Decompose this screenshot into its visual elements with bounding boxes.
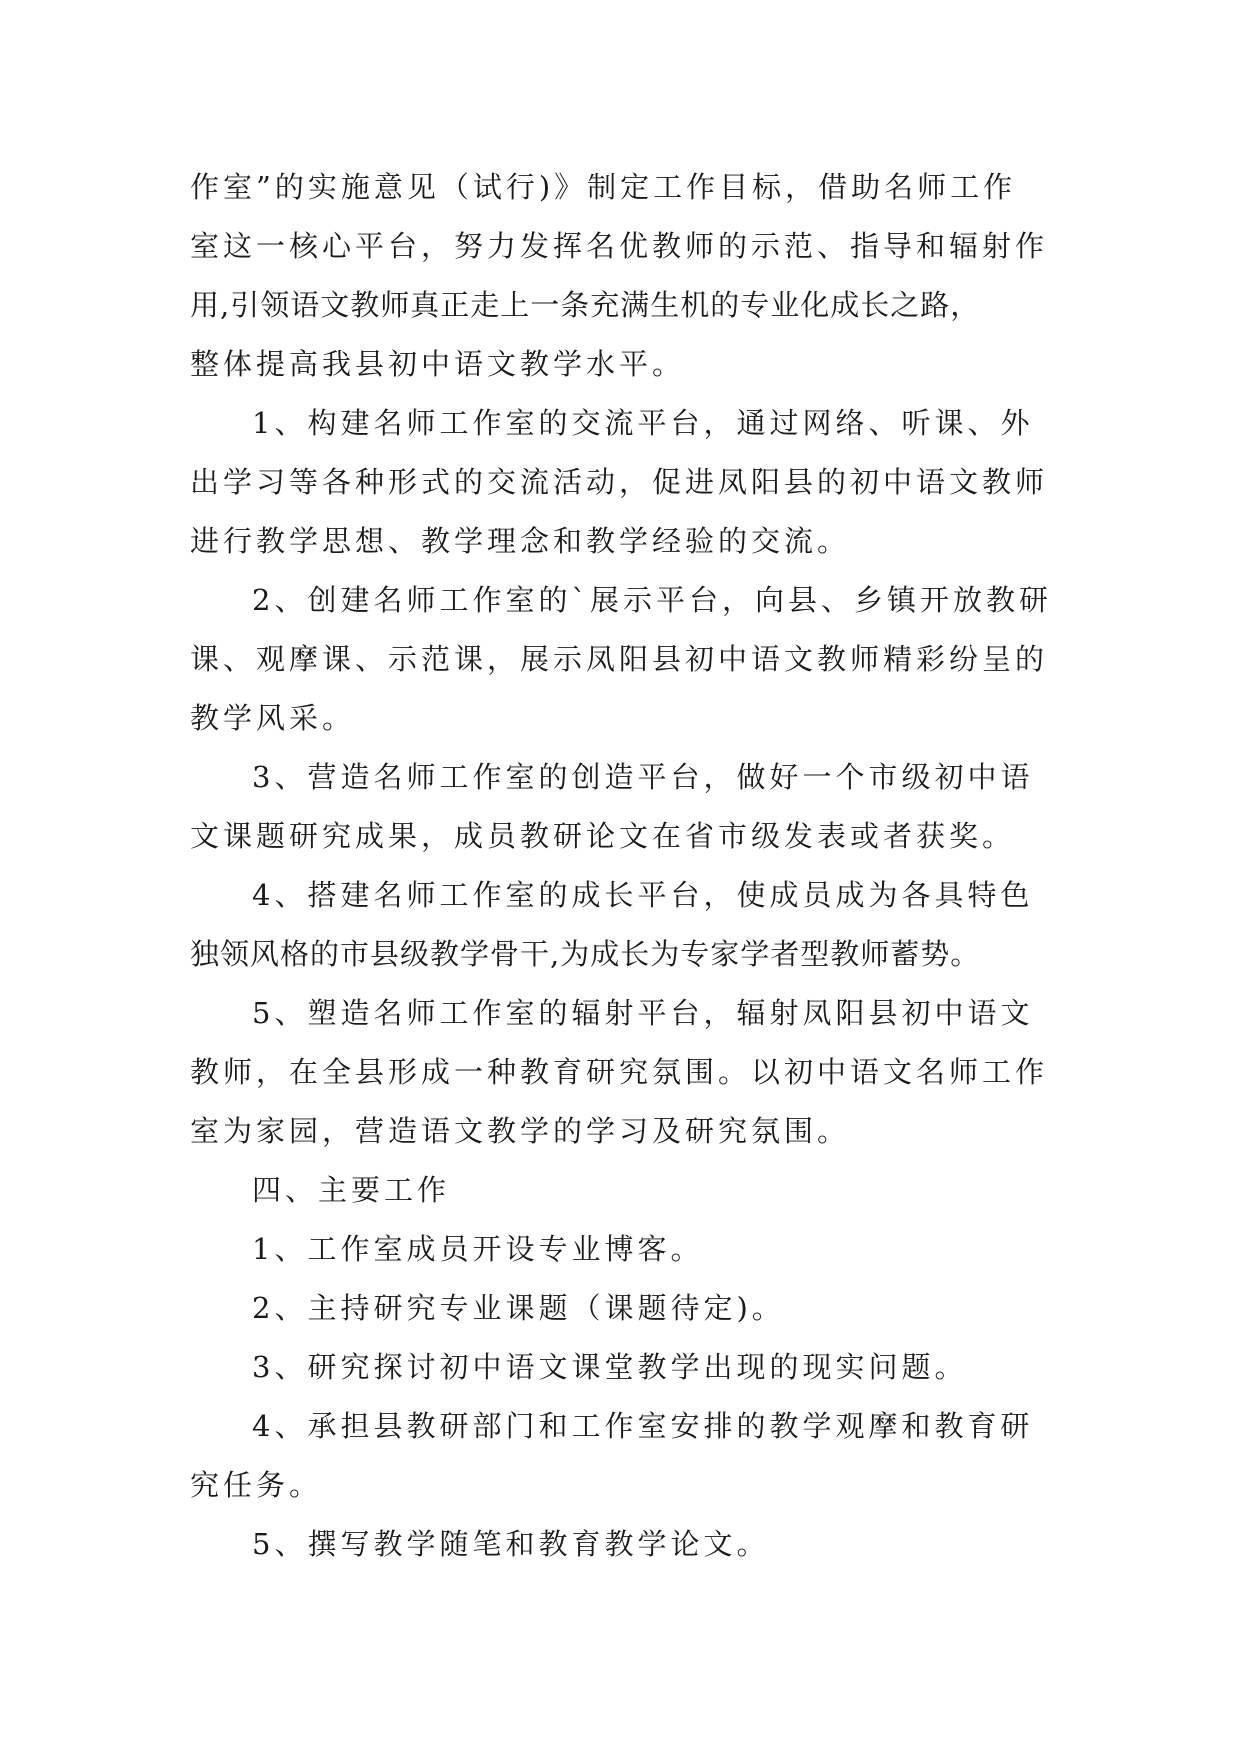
text-line: 3、营造名师工作室的创造平台，做好一个市级初中语 (252, 760, 1034, 794)
text-line: 4、承担县教研部门和工作室安排的教学观摩和教育研 (252, 1409, 1034, 1443)
text-line: 进行教学思想、教学理念和教学经验的交流。 (190, 524, 851, 558)
text-line: 3、研究探讨初中语文课堂教学出现的现实问题。 (252, 1350, 968, 1384)
text-line: 教学风采。 (190, 701, 356, 735)
text-line: 1、构建名师工作室的交流平台，通过网络、听课、外 (252, 406, 1034, 440)
text-line: 2、创建名师工作室的`展示平台，向县、乡镇开放教研 (252, 583, 1052, 617)
text-line: 2、主持研究专业课题（课题待定)。 (252, 1291, 785, 1325)
section-heading: 四、主要工作 (252, 1173, 451, 1207)
text-line: 课、观摩课、示范课，展示凤阳县初中语文教师精彩纷呈的 (190, 642, 1049, 676)
document-body (190, 158, 1090, 1574)
text-line: 究任务。 (190, 1468, 323, 1502)
text-line: 室这一核心平台，努力发挥名优教师的示范、指导和辐射作 (190, 229, 1049, 263)
text-line: 作室”的实施意见（试行)》制定工作目标，借助名师工作 (190, 170, 1017, 204)
text-line: 室为家园，营造语文教学的学习及研究氛围。 (190, 1114, 851, 1148)
text-line: 5、塑造名师工作室的辐射平台，辐射凤阳县初中语文 (252, 996, 1034, 1030)
text-line: 4、搭建名师工作室的成长平台，使成员成为各具特色 (252, 878, 1034, 912)
text-line: 1、工作室成员开设专业博客。 (252, 1232, 704, 1266)
text-line: 出学习等各种形式的交流活动，促进凤阳县的初中语文教师 (190, 465, 1049, 499)
text-line: 文课题研究成果，成员教研论文在省市级发表或者获奖。 (190, 819, 1016, 853)
text-line: 用,引领语文教师真正走上一条充满生机的专业化成长之路， (190, 288, 981, 322)
text-line: 整体提高我县初中语文教学水平。 (190, 347, 686, 381)
text-line: 5、撰写教学随笔和教育教学论文。 (252, 1527, 770, 1561)
text-line: 独领风格的市县级教学骨干,为成长为专家学者型教师蓄势。 (190, 937, 981, 971)
text-line: 教师，在全县形成一种教育研究氛围。以初中语文名师工作 (190, 1055, 1049, 1089)
